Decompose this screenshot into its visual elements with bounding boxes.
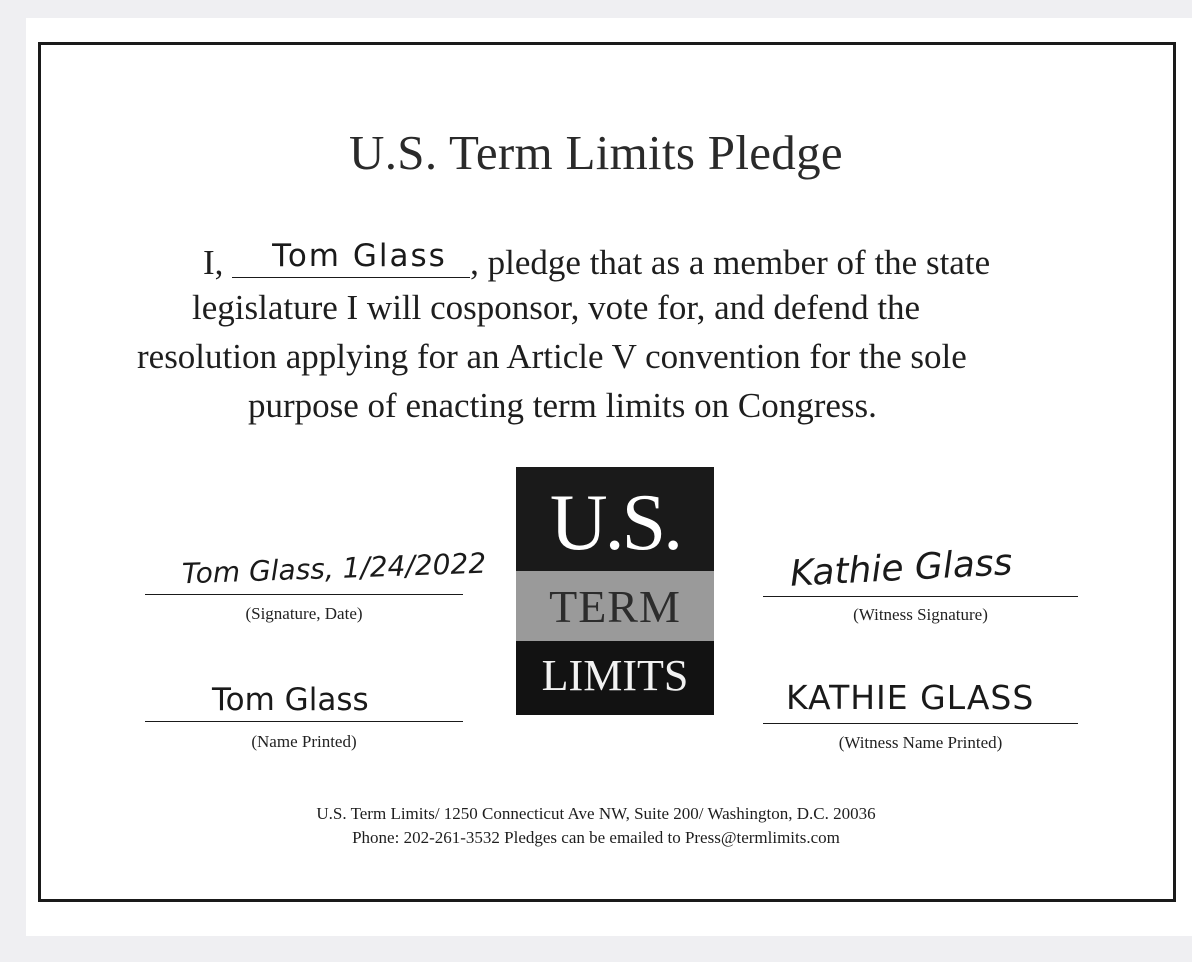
pledge-line-3: resolution applying for an Article V convention for the sole	[137, 337, 967, 376]
signature-date-line	[145, 594, 463, 595]
signature-date-handwritten: Tom Glass, 1/24/2022	[181, 546, 487, 591]
pledge-prefix: I,	[203, 243, 224, 282]
signer-name-blank	[232, 240, 470, 274]
us-term-limits-logo	[516, 467, 714, 715]
logo-limits-text: LIMITS	[516, 641, 714, 715]
document-title: U.S. Term Limits Pledge	[349, 125, 843, 180]
logo-us-text: U.S.	[516, 467, 714, 571]
witness-signature-line	[763, 596, 1078, 597]
witness-signature-handwritten: Kathie Glass	[789, 542, 1014, 595]
footer-contact: Phone: 202-261-3532 Pledges can be emailed to Press@termlimits.com	[352, 828, 840, 847]
name-printed-line	[145, 721, 463, 722]
witness-name-handwritten: KATHIE GLASS	[786, 678, 1035, 717]
signer-name-handwritten: Tom Glass	[272, 238, 447, 274]
name-printed-handwritten: Tom Glass	[212, 682, 369, 718]
witness-name-line	[763, 723, 1078, 724]
pledge-line-2: legislature I will cosponsor, vote for, and defend the	[192, 288, 921, 327]
pledge-line-4: purpose of enacting term limits on Congress.	[248, 386, 877, 425]
footer-address: U.S. Term Limits/ 1250 Connecticut Ave NW, Suite 200/ Washington, D.C. 20036	[316, 804, 876, 823]
pledge-line-1-suffix: , pledge that as a member of the state	[470, 243, 991, 282]
signature-date-caption: (Signature, Date)	[245, 604, 363, 623]
name-printed-caption: (Name Printed)	[251, 732, 357, 751]
pledge-line-1	[203, 240, 990, 283]
witness-signature-caption: (Witness Signature)	[853, 605, 988, 624]
witness-name-caption: (Witness Name Printed)	[838, 733, 1003, 752]
logo-term-text: TERM	[516, 571, 714, 641]
